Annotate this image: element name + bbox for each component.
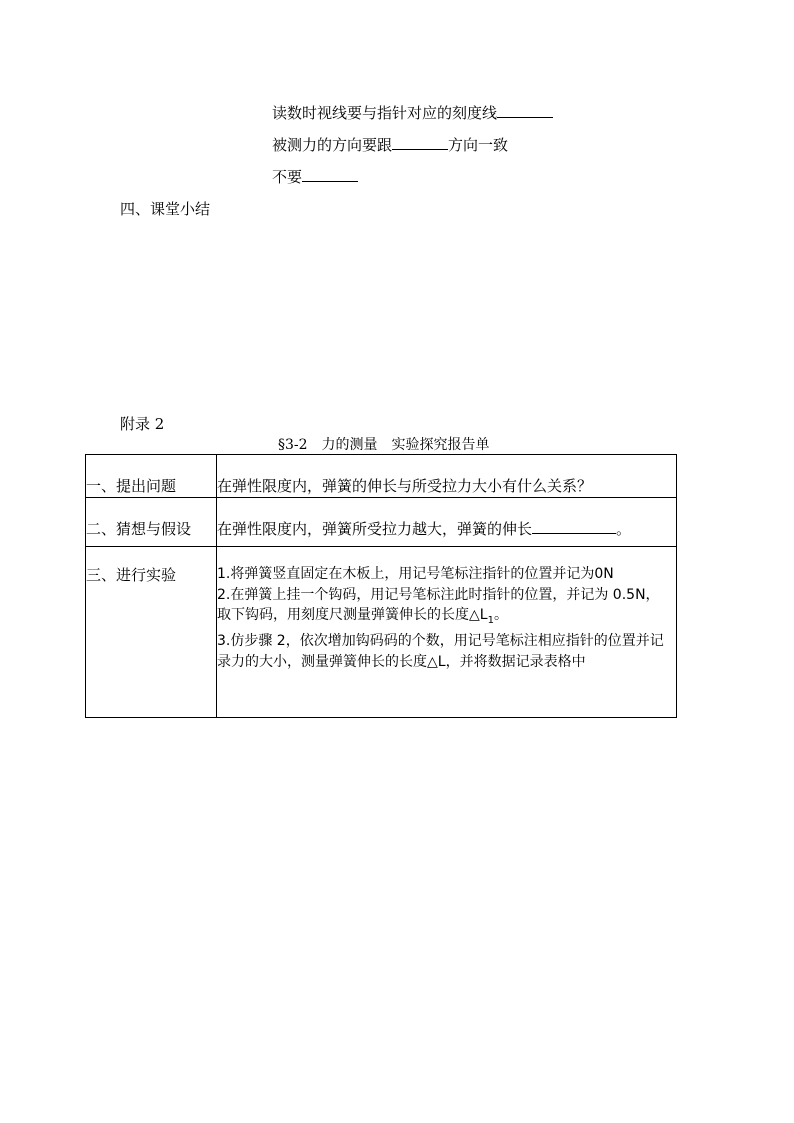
row-label-cell	[86, 455, 217, 498]
row-label: 二、猜想与假设	[86, 520, 192, 538]
table-row	[86, 547, 677, 718]
step-3: 3.仿步骤 2，依次增加钩码码的个数，用记号笔标注相应指针的位置并记录力的大小，测量弹簧伸长的长度△L，并将数据记录表格中	[217, 633, 664, 670]
instruction-line-dont	[272, 166, 358, 187]
report-title: §3-2 力的测量 实验探究报告单	[278, 437, 490, 453]
hypothesis-end: 。	[616, 520, 632, 538]
step-2-text: 2.在弹簧上挂一个钩码，用记号笔标注此时指针的位置，并记为 0.5N，取下钩码，用刻度尺测量弹簧伸长的长度△L	[217, 586, 660, 623]
instruction-text: 不要	[272, 168, 303, 186]
instruction-text: 被测力的方向要跟	[272, 136, 393, 154]
instruction-line-reading	[272, 102, 553, 123]
experiment-steps	[217, 564, 676, 672]
row-content: 在弹性限度内，弹簧的伸长与所受拉力大小有什么关系？	[217, 477, 593, 495]
fill-blank	[302, 167, 358, 182]
step-2-end: 。	[493, 607, 508, 623]
table-row	[86, 498, 677, 547]
experiment-report-table	[85, 454, 677, 718]
instruction-text: 读数时视线要与指针对应的刻度线	[272, 104, 498, 122]
hypothesis-text: 在弹性限度内，弹簧所受拉力越大，弹簧的伸长	[217, 520, 533, 538]
row-label: 三、进行实验	[86, 566, 177, 584]
row-label: 一、提出问题	[86, 477, 177, 495]
instruction-text: 方向一致	[448, 136, 509, 154]
instruction-line-direction	[272, 134, 508, 155]
row-content-cell	[217, 498, 677, 547]
fill-blank	[392, 135, 448, 150]
row-content	[217, 518, 676, 539]
fill-blank	[497, 103, 553, 118]
section-heading-summary: 四、课堂小结	[120, 200, 211, 218]
row-content-cell	[217, 455, 677, 498]
step-2-subscript: 1	[487, 614, 494, 626]
fill-blank	[532, 519, 616, 534]
step-1: 1.将弹簧竖直固定在木板上，用记号笔标注指针的位置并记为0N	[217, 566, 614, 582]
row-label-cell	[86, 547, 217, 718]
table-row	[86, 455, 677, 498]
row-label-cell	[86, 498, 217, 547]
appendix-label: 附录 2	[120, 415, 165, 433]
step-2	[217, 585, 668, 632]
row-content-cell	[217, 547, 677, 718]
